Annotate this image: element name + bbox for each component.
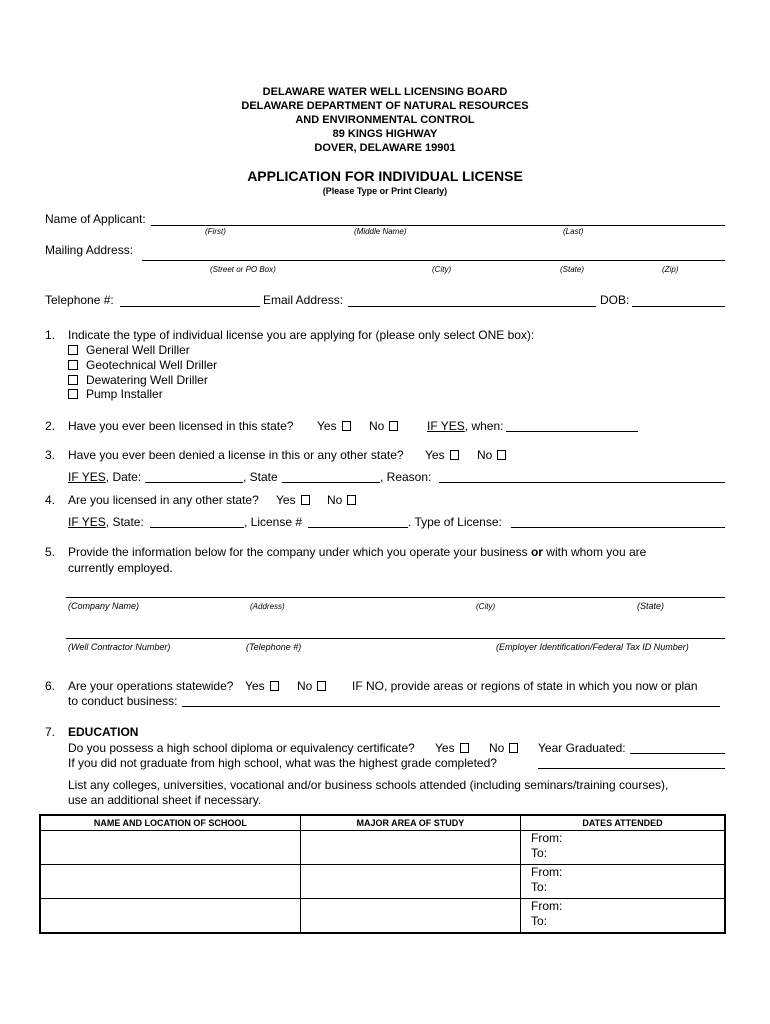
option-label: General Well Driller — [86, 343, 190, 357]
table-row — [40, 899, 725, 934]
no-checkbox[interactable] — [389, 421, 398, 431]
q4-if-yes — [68, 515, 144, 529]
q5-text-a: Provide the information below for the company under which you operate your business — [68, 545, 531, 559]
company-line[interactable] — [66, 597, 725, 598]
yes-label: Yes — [425, 448, 445, 462]
dates-cell[interactable] — [521, 865, 725, 899]
to-label: To: — [531, 846, 548, 860]
header-line-3: AND ENVIRONMENTAL CONTROL — [295, 114, 475, 126]
q2-yes[interactable] — [317, 419, 351, 433]
q6-no[interactable] — [297, 679, 326, 693]
to-label: To: — [531, 914, 548, 928]
if-yes-label: IF YES — [68, 470, 106, 484]
name-field[interactable] — [151, 225, 725, 226]
q7-yes[interactable] — [435, 741, 469, 755]
dates-cell[interactable] — [521, 831, 725, 865]
middle-caption: (Middle Name) — [354, 227, 407, 236]
company-state-caption: (State) — [637, 601, 665, 611]
yes-label: Yes — [317, 419, 337, 433]
email-label: Email Address: — [263, 293, 344, 307]
no-checkbox[interactable] — [497, 450, 506, 460]
table-row — [40, 865, 725, 899]
contractor-number-caption: (Well Contractor Number) — [68, 642, 171, 652]
q6-text: Are your operations statewide? — [68, 679, 234, 693]
study-cell[interactable] — [300, 831, 520, 865]
q5-number: 5. — [45, 545, 56, 559]
company-city-caption: (City) — [476, 602, 496, 611]
schools-instruction-a: List any colleges, universities, vocational and/or business schools attended (including seminars/training courses), — [68, 778, 669, 792]
street-caption: (Street or PO Box) — [210, 265, 276, 274]
from-label: From: — [531, 831, 563, 845]
option-label: Dewatering Well Driller — [86, 373, 208, 387]
q3-if-yes — [68, 470, 141, 484]
yes-checkbox[interactable] — [450, 450, 459, 460]
q1-number: 1. — [45, 328, 56, 342]
to-label: To: — [531, 880, 548, 894]
q4-text: Are you licensed in any other state? — [68, 493, 259, 507]
header-line-4: 89 KINGS HIGHWAY — [332, 128, 438, 140]
study-cell[interactable] — [300, 899, 520, 934]
dates-cell[interactable] — [521, 899, 725, 934]
q4-type-field[interactable] — [511, 527, 725, 528]
date-label: , Date: — [105, 470, 142, 484]
company-telephone-caption: (Telephone #) — [246, 642, 302, 652]
checkbox[interactable] — [68, 389, 78, 399]
zip-caption: (Zip) — [662, 265, 679, 274]
q4-license-label: , License # — [244, 515, 303, 529]
diploma-question: Do you possess a high school diploma or equivalency certificate? — [68, 741, 415, 755]
school-cell[interactable] — [40, 865, 300, 899]
q4-yes[interactable] — [276, 493, 310, 507]
form-title: APPLICATION FOR INDIVIDUAL LICENSE — [247, 168, 523, 184]
yes-checkbox[interactable] — [301, 495, 310, 505]
checkbox[interactable] — [68, 345, 78, 355]
q2-text: Have you ever been licensed in this state? — [68, 419, 294, 433]
checkbox[interactable] — [68, 360, 78, 370]
when-label: , when: — [464, 419, 504, 433]
license-option-general[interactable] — [68, 343, 190, 357]
q4-no[interactable] — [327, 493, 356, 507]
q7-number: 7. — [45, 725, 56, 739]
no-checkbox[interactable] — [317, 681, 326, 691]
q3-text: Have you ever been denied a license in this or any other state? — [68, 448, 404, 462]
table-header-row — [40, 815, 725, 831]
q4-number: 4. — [45, 493, 56, 507]
license-option-geotechnical[interactable] — [68, 358, 217, 372]
school-cell[interactable] — [40, 831, 300, 865]
schools-instruction-b: use an additional sheet if necessary. — [68, 793, 262, 807]
dob-field[interactable] — [632, 306, 725, 307]
q2-when-field[interactable] — [506, 431, 638, 432]
option-label: Geotechnical Well Driller — [86, 358, 218, 372]
from-label: From: — [531, 865, 563, 879]
company-address-caption: (Address) — [250, 602, 285, 611]
no-checkbox[interactable] — [509, 743, 518, 753]
yes-label: Yes — [245, 679, 265, 693]
highest-grade-question: If you did not graduate from high school, what was the highest grade completed? — [68, 756, 497, 770]
q2-number: 2. — [45, 419, 56, 433]
no-label: No — [369, 419, 385, 433]
q5-text-c: currently employed. — [68, 561, 173, 575]
last-caption: (Last) — [563, 227, 584, 236]
q3-state-label: , State — [243, 470, 278, 484]
yes-label: Yes — [435, 741, 455, 755]
q5-or: or — [530, 545, 543, 559]
q5-text — [68, 545, 646, 559]
q2-no[interactable] — [369, 419, 398, 433]
dob-label: DOB: — [600, 293, 630, 307]
yes-checkbox[interactable] — [342, 421, 351, 431]
company-name-caption: (Company Name) — [68, 601, 140, 611]
checkbox[interactable] — [68, 375, 78, 385]
header-line-2: DELAWARE DEPARTMENT OF NATURAL RESOURCES — [241, 100, 529, 112]
yes-checkbox[interactable] — [460, 743, 469, 753]
year-graduated-field[interactable] — [630, 753, 725, 754]
agency-header — [0, 85, 770, 155]
q3-yes[interactable] — [425, 448, 459, 462]
dates-column-header: DATES ATTENDED — [521, 815, 725, 831]
mailing-address-label: Mailing Address: — [45, 243, 134, 257]
email-field[interactable] — [348, 306, 596, 307]
school-cell[interactable] — [40, 899, 300, 934]
q1-text: Indicate the type of individual license you are applying for (please only select ONE box): — [68, 328, 535, 342]
state-caption: (State) — [560, 265, 585, 274]
study-cell[interactable] — [300, 865, 520, 899]
yes-label: Yes — [276, 493, 296, 507]
telephone-field[interactable] — [120, 306, 260, 307]
no-label: No — [297, 679, 313, 693]
ein-caption: (Employer Identification/Federal Tax ID Number) — [496, 642, 689, 652]
q2-if-yes — [427, 419, 504, 433]
city-caption: (City) — [432, 265, 452, 274]
state-label: , State: — [105, 515, 144, 529]
license-option-pump[interactable] — [68, 387, 163, 401]
no-checkbox[interactable] — [347, 495, 356, 505]
if-yes-label: IF YES — [68, 515, 106, 529]
highest-grade-field[interactable] — [538, 768, 725, 769]
education-table — [39, 814, 726, 934]
table-row — [40, 831, 725, 865]
q6-yes[interactable] — [245, 679, 279, 693]
license-option-dewatering[interactable] — [68, 373, 208, 387]
q6-if-no: IF NO, provide areas or regions of state in which you now or plan — [352, 679, 698, 693]
q3-reason-label: , Reason: — [380, 470, 432, 484]
header-line-5: DOVER, DELAWARE 19901 — [314, 142, 456, 154]
no-label: No — [489, 741, 505, 755]
first-caption: (First) — [205, 227, 226, 236]
q3-no[interactable] — [477, 448, 506, 462]
header-line-1: DELAWARE WATER WELL LICENSING BOARD — [262, 86, 508, 98]
q6-number: 6. — [45, 679, 56, 693]
q5-text-b: with whom you are — [542, 545, 647, 559]
q7-no[interactable] — [489, 741, 518, 755]
no-label: No — [327, 493, 343, 507]
option-label: Pump Installer — [86, 387, 163, 401]
q3-number: 3. — [45, 448, 56, 462]
year-graduated-label: Year Graduated: — [538, 741, 626, 755]
yes-checkbox[interactable] — [270, 681, 279, 691]
education-heading: EDUCATION — [68, 725, 139, 739]
no-label: No — [477, 448, 493, 462]
from-label: From: — [531, 899, 563, 913]
study-column-header: MAJOR AREA OF STUDY — [300, 815, 520, 831]
q3-date-field[interactable] — [145, 482, 243, 483]
mailing-address-field[interactable] — [142, 260, 725, 261]
q3-reason-field[interactable] — [439, 482, 725, 483]
name-label: Name of Applicant: — [45, 212, 146, 226]
q3-state-field[interactable] — [282, 482, 380, 483]
if-yes-label: IF YES — [427, 419, 465, 433]
contractor-line[interactable] — [66, 638, 725, 639]
q6-areas-field[interactable] — [182, 706, 720, 707]
form-subtitle: (Please Type or Print Clearly) — [322, 186, 448, 196]
q4-state-field[interactable] — [150, 527, 244, 528]
q4-license-field[interactable] — [308, 527, 408, 528]
school-column-header: NAME AND LOCATION OF SCHOOL — [40, 815, 300, 831]
q6-text-b: to conduct business: — [68, 694, 178, 708]
telephone-label: Telephone #: — [45, 293, 114, 307]
q4-type-label: . Type of License: — [408, 515, 502, 529]
